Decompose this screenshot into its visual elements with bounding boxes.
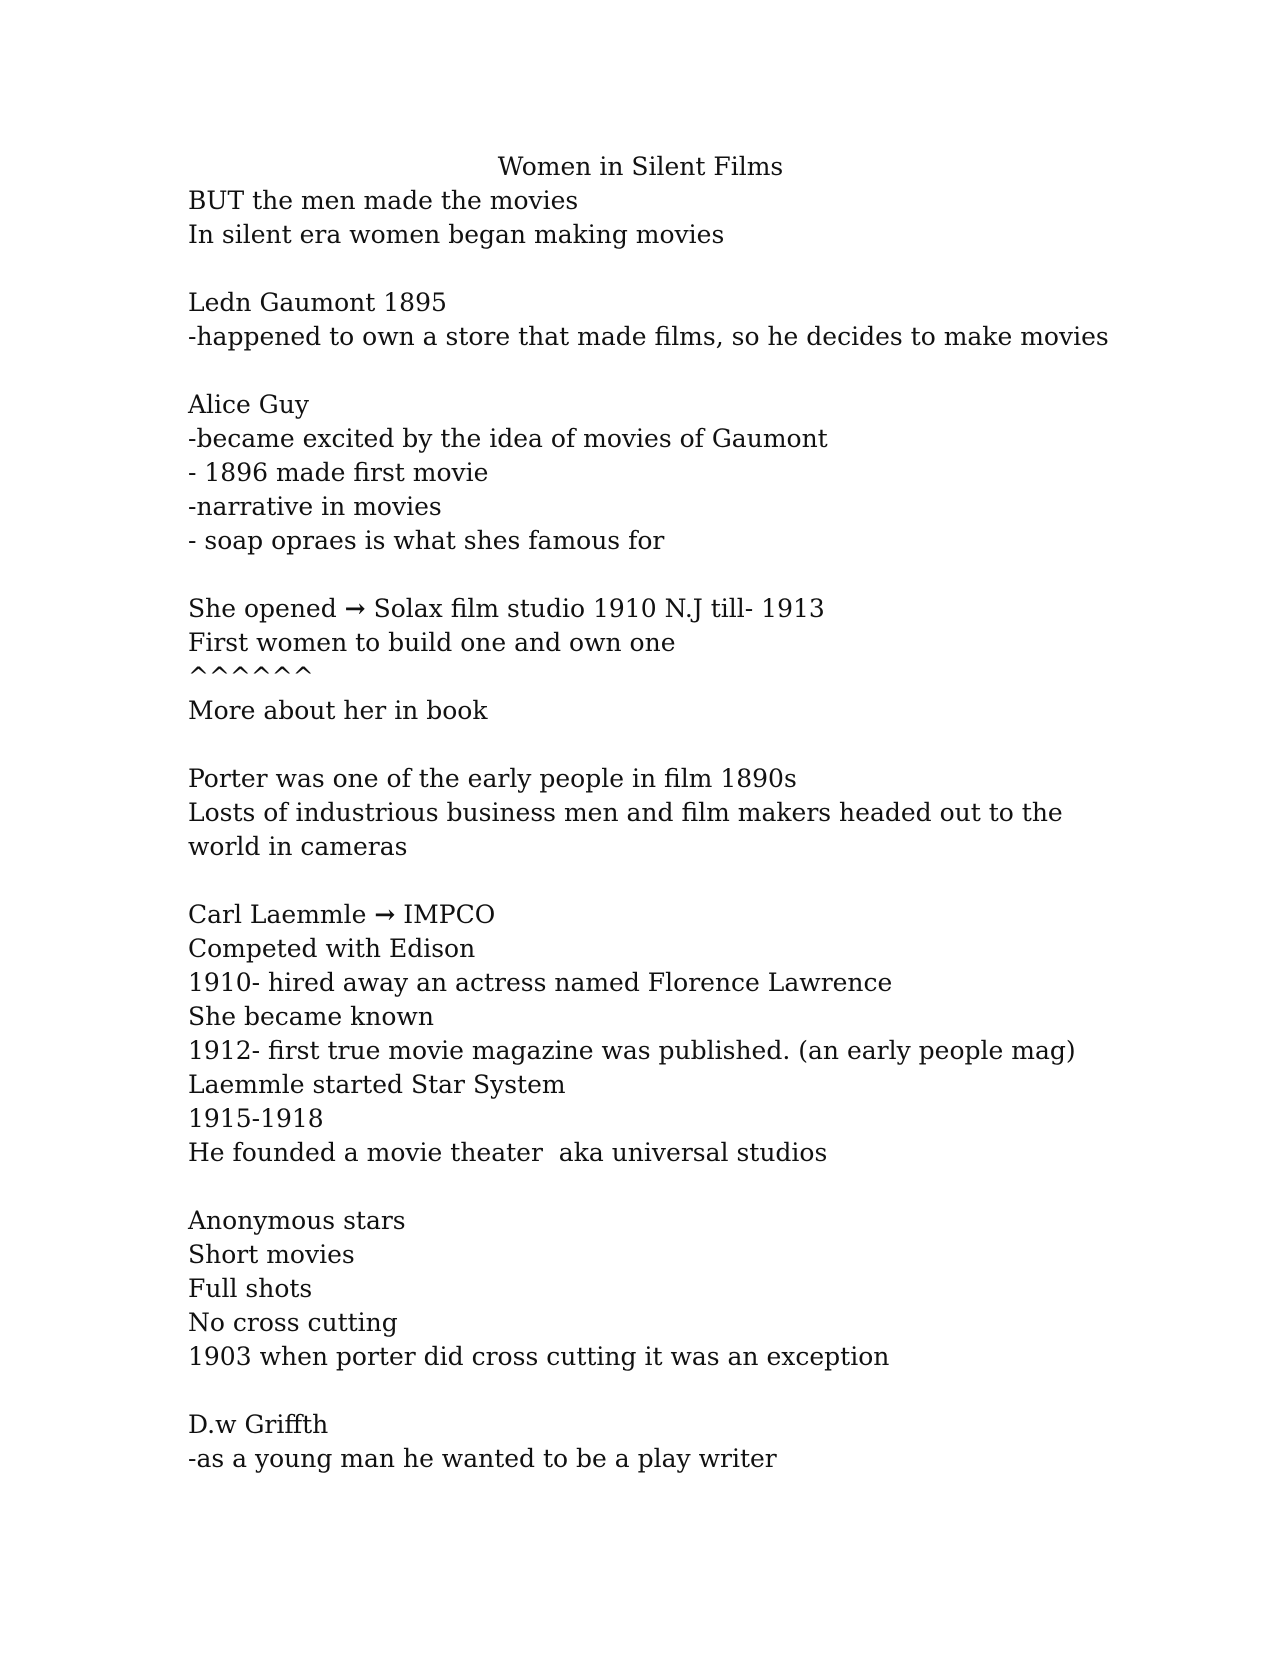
characteristics-line: 1903 when porter did cross cutting it was an exception — [188, 1342, 890, 1371]
intro-line: BUT the men made the movies — [188, 186, 579, 215]
characteristics-line: Full shots — [188, 1274, 313, 1303]
laemmle-line: 1912- first true movie magazine was published. (an early people mag) — [188, 1036, 1076, 1065]
porter-line: Losts of industrious business men and film makers headed out to the — [188, 798, 1063, 827]
laemmle-heading — [188, 898, 1128, 932]
paragraph-gap — [188, 1170, 1128, 1204]
paragraph-gap — [188, 252, 1128, 286]
document-body — [188, 150, 1128, 1476]
alice-guy-heading: Alice Guy — [188, 390, 309, 419]
characteristics-line: No cross cutting — [188, 1308, 398, 1337]
solax-prefix: She opened — [188, 594, 345, 623]
solax-line: More about her in book — [188, 696, 488, 725]
laemmle-line: Competed with Edison — [188, 934, 476, 963]
characteristics-line: Anonymous stars — [188, 1206, 406, 1235]
alice-guy-line: -became excited by the idea of movies of Gaumont — [188, 424, 828, 453]
laemmle-line: She became known — [188, 1002, 434, 1031]
paragraph-gap — [188, 558, 1128, 592]
laemmle-suffix: IMPCO — [395, 900, 496, 929]
solax-suffix: Solax film studio 1910 N.J till- 1913 — [365, 594, 825, 623]
solax-line: First women to build one and own one — [188, 628, 676, 657]
paragraph-gap — [188, 1374, 1128, 1408]
right-arrow-icon: → — [344, 594, 366, 623]
griffith-heading: D.w Griffth — [188, 1410, 329, 1439]
right-arrow-icon: → — [374, 900, 396, 929]
caret-marks: ^^^^^^ — [188, 662, 314, 691]
characteristics-line: Short movies — [188, 1240, 355, 1269]
gaumont-heading: Ledn Gaumont 1895 — [188, 288, 447, 317]
alice-guy-line: -narrative in movies — [188, 492, 442, 521]
alice-guy-line: - soap opraes is what shes famous for — [188, 526, 665, 555]
document-title: Women in Silent Films — [497, 152, 784, 181]
paragraph-gap — [188, 728, 1128, 762]
alice-guy-line: - 1896 made first movie — [188, 458, 489, 487]
porter-line: Porter was one of the early people in film 1890s — [188, 764, 797, 793]
porter-line: world in cameras — [188, 832, 408, 861]
laemmle-prefix: Carl Laemmle — [188, 900, 375, 929]
laemmle-line: 1915-1918 — [188, 1104, 324, 1133]
laemmle-line: Laemmle started Star System — [188, 1070, 566, 1099]
paragraph-gap — [188, 864, 1128, 898]
laemmle-line: He founded a movie theater aka universal studios — [188, 1138, 828, 1167]
gaumont-line: -happened to own a store that made films, so he decides to make movies — [188, 322, 1109, 351]
laemmle-line: 1910- hired away an actress named Florence Lawrence — [188, 968, 893, 997]
intro-line: In silent era women began making movies — [188, 220, 725, 249]
griffith-line: -as a young man he wanted to be a play writer — [188, 1444, 777, 1473]
paragraph-gap — [188, 354, 1128, 388]
solax-line — [188, 592, 1128, 626]
